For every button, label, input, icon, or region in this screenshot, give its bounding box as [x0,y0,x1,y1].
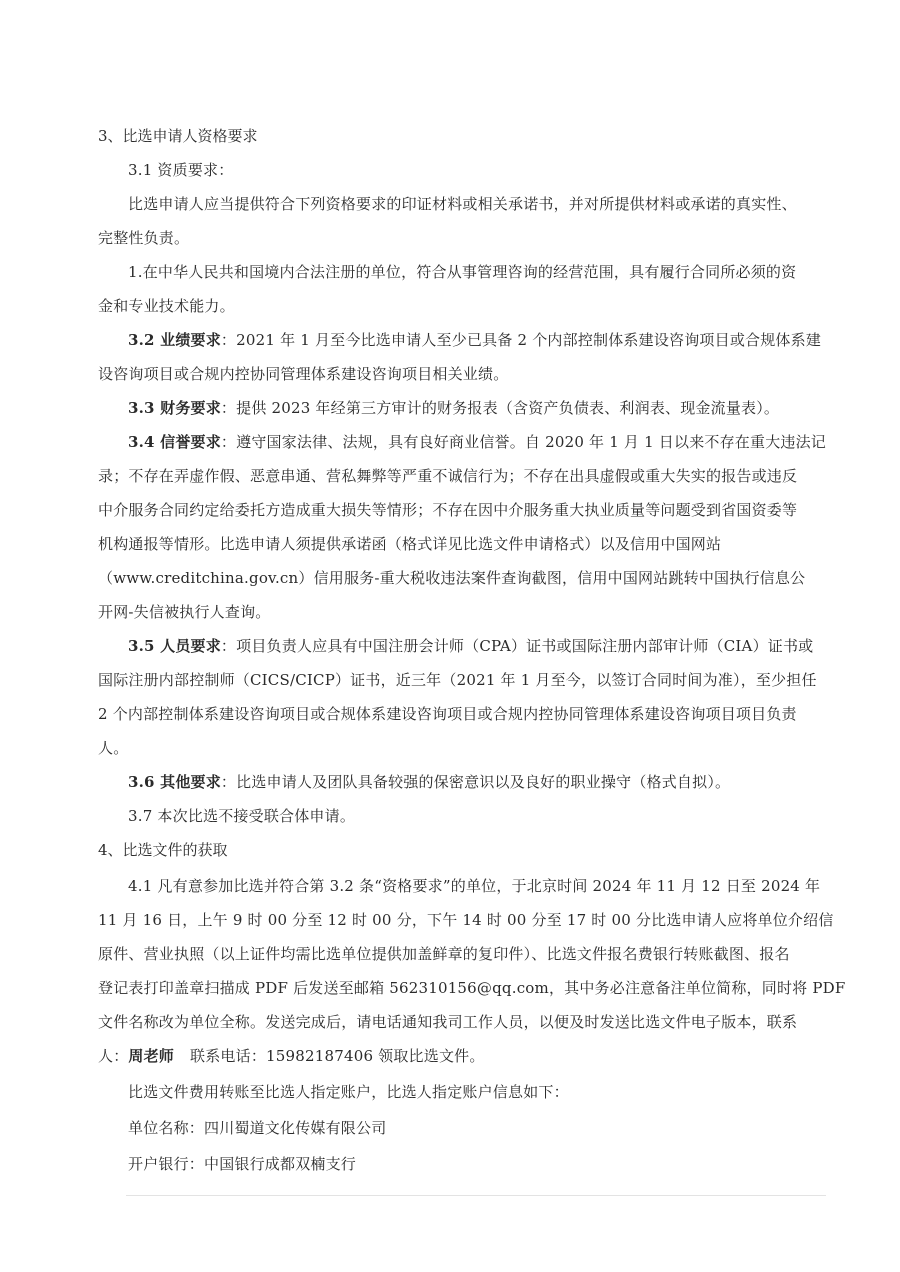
section-3-6-text: ：比选申请人及团队具备较强的保密意识以及良好的职业操守（格式自拟）。 [220,773,731,791]
section-3-4-line-2: 录；不存在弄虚作假、恶意串通、营私舞弊等严重不诚信行为；不存在出具虚假或重大失实的报告或违反 [98,467,798,485]
section-3-6-line [98,765,814,799]
section-3-5-line-1 [98,629,814,663]
section-3-2-text-1: ：2021 年 1 月至今比选申请人至少已具备 2 个内部控制体系建设咨询项目或合规体系建 [220,331,822,349]
contact-phone: 联系电话：15982187406 领取比选文件。 [190,1047,485,1065]
section-3-1-intro-line-1: 比选申请人应当提供符合下列资格要求的印证材料或相关承诺书，并对所提供材料或承诺的真实性、 [128,195,797,213]
section-4-1-line-3: 原件、营业执照（以上证件均需比选单位提供加盖鲜章的复印件）、比选文件报名费银行转账截图、报名 [98,945,790,963]
section-3-4-line-3: 中介服务合同约定给委托方造成重大损失等情形；不存在因中介服务重大执业质量等问题受到省国资委等 [98,501,798,519]
section-3-6-label: 3.6 其他要求 [128,773,221,791]
section-3-1-item-1-line-2: 金和专业技术能力。 [98,297,235,315]
section-3-5-line-2: 国际注册内部控制师（CICS/CICP）证书，近三年（2021 年 1 月至今，以签订合同时间为准），至少担任 [98,671,817,689]
section-3-2-label: 3.2 业绩要求 [128,331,221,349]
section-3-5-text-1: ：项目负责人应具有中国注册会计师（CPA）证书或国际注册内部审计师（CIA）证书或 [220,637,814,655]
section-3-5-line-4: 人。 [98,739,129,757]
bottom-divider [126,1195,826,1196]
section-3-7-line: 3.7 本次比选不接受联合体申请。 [128,807,356,825]
section-3-5-label: 3.5 人员要求 [128,637,221,655]
section-3-3-label: 3.3 财务要求 [128,399,221,417]
section-3-1-intro-line-2: 完整性负责。 [98,229,190,247]
section-3-heading: 3、比选申请人资格要求 [98,127,258,145]
section-4-1-contact-line [98,1039,814,1073]
section-4-1-line-4: 登记表打印盖章扫描成 PDF 后发送至邮箱 562310156@qq.com，其中务必注意备注单位简称，同时将 PDF [98,979,846,997]
section-3-2-line-1 [98,323,822,357]
section-3-1-item-1-line-1: 1.在中华人民共和国境内合法注册的单位，符合从事管理咨询的经营范围，具有履行合同所必须的资 [128,263,797,281]
section-3-2-line-2: 设咨询项目或合规内控协同管理体系建设咨询项目相关业绩。 [98,365,509,383]
fee-note: 比选文件费用转账至比选人指定账户，比选人指定账户信息如下： [128,1083,569,1101]
section-4-1-line-2: 11 月 16 日，上午 9 时 00 分至 12 时 00 分，下午 14 时 00 分至 17 时 00 分比选申请人应将单位介绍信 [98,911,834,929]
account-bank-name: 开户银行：中国银行成都双楠支行 [128,1155,357,1173]
contact-prefix: 人： [98,1047,129,1065]
section-3-1-title: 3.1 资质要求： [128,161,234,179]
section-4-heading: 4、比选文件的获取 [98,841,228,859]
section-3-4-line-1 [98,425,826,459]
section-3-4-text-1: ：遵守国家法律、法规，具有良好商业信誉。自 2020 年 1 月 1 日以来不存在重大违法记 [220,433,826,451]
section-4-1-line-5: 文件名称改为单位全称。发送完成后，请电话通知我司工作人员，以便及时发送比选文件电子版本，联系 [98,1013,798,1031]
section-3-4-line-6: 开网-失信被执行人查询。 [98,603,271,621]
section-3-3-line [98,391,814,425]
section-3-5-line-3: 2 个内部控制体系建设咨询项目或合规体系建设咨询项目或合规内控协同管理体系建设咨询项目项目负责 [98,705,797,723]
account-unit-name: 单位名称：四川蜀道文化传媒有限公司 [128,1119,387,1137]
section-3-4-line-4: 机构通报等情形。比选申请人须提供承诺函（格式详见比选文件申请格式）以及信用中国网站 [98,535,722,553]
section-4-1-line-1: 4.1 凡有意参加比选并符合第 3.2 条“资格要求”的单位，于北京时间 2024 年 11 月 12 日至 2024 年 [128,877,821,895]
contact-name: 周老师 [128,1047,175,1065]
section-3-4-label: 3.4 信誉要求 [128,433,221,451]
section-3-4-line-5: （www.creditchina.gov.cn）信用服务-重大税收违法案件查询截图，信用中国网站跳转中国执行信息公 [98,569,806,587]
section-3-3-text: ：提供 2023 年经第三方审计的财务报表（含资产负债表、利润表、现金流量表）。 [220,399,780,417]
